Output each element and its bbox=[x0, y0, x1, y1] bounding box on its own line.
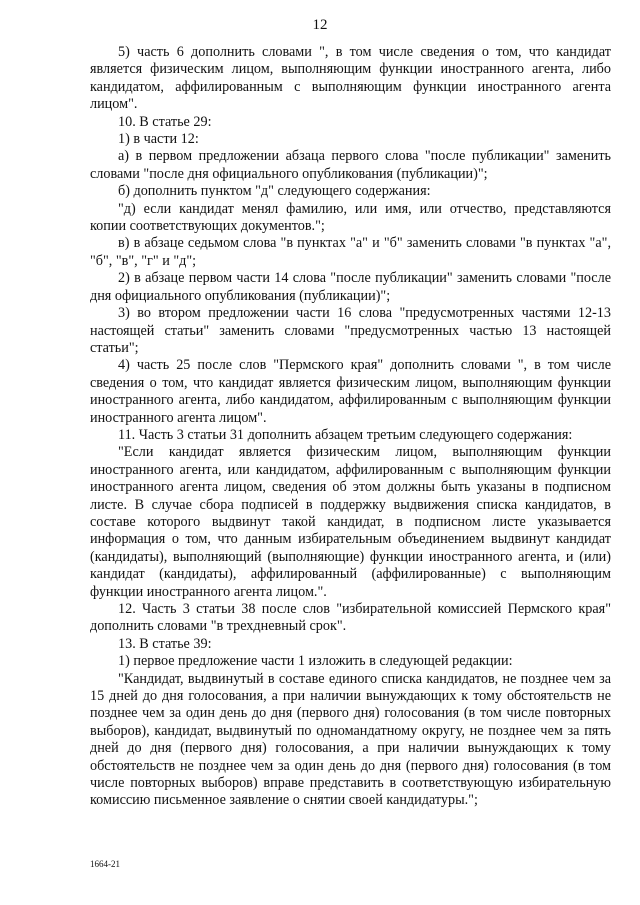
paragraph: а) в первом предложении абзаца первого слова "после публикации" заменить словами "после дня официального опубликования (публикации)"; bbox=[90, 148, 611, 182]
paragraph: 13. В статье 39: bbox=[118, 635, 212, 652]
paragraph: в) в абзаце седьмом слова "в пунктах "а" и "б" заменить словами "в пунктах "а", "б", "в", "г" и "д"; bbox=[90, 235, 611, 269]
paragraph: 12. Часть 3 статьи 38 после слов "избирательной комиссией Пермского края" дополнить словами "в трехдневный срок". bbox=[90, 601, 611, 635]
paragraph: "Если кандидат является физическим лицом, выполняющим функции иностранного агента, или кандидатом, аффилированным с выполняющим функции иностранного агента лицом, сведения об этом должны быть указаны в подписном листе. В случае сбора подписей в поддержку выдвижения списка кандидатов, в составе которого выдвинут такой кандидат, в подписном листе указывается информация о том, что данным избирательным объединением выдвинут кандидат (кандидаты), выполняющий (выполняющие) функции иностранного агента, и (или) кандидат (кандидаты), аффилированный (аффилированные) с выполняющим функции иностранного агента лицом.". bbox=[90, 444, 611, 600]
paragraph: 1) первое предложение части 1 изложить в следующей редакции: bbox=[118, 653, 513, 670]
paragraph: 4) часть 25 после слов "Пермского края" дополнить словами ", в том числе сведения о том, что кандидат является физическим лицом, выполняющим функции иностранного агента, либо кандидатом, аффилированным с выполняющим функции иностранного агента лицом". bbox=[90, 357, 611, 426]
paragraph: 3) во втором предложении части 16 слова "предусмотренных частями 12-13 настоящей статьи" заменить словами "предусмотренных частью 13 настоящей статьи"; bbox=[90, 305, 611, 356]
paragraph: 1) в части 12: bbox=[118, 131, 199, 148]
paragraph: 10. В статье 29: bbox=[118, 113, 212, 130]
paragraph: 5) часть 6 дополнить словами ", в том числе сведения о том, что кандидат является физическим лицом, выполняющим функции иностранного агента, либо кандидатом, аффилированным с выполняющим функции иностранного агента лицом". bbox=[90, 44, 611, 113]
document-code: 1664-21 bbox=[90, 859, 120, 869]
paragraph: "д) если кандидат менял фамилию, или имя, или отчество, представляются копии соответствующих документов."; bbox=[90, 200, 611, 235]
document-body bbox=[90, 44, 611, 810]
paragraph: 11. Часть 3 статьи 31 дополнить абзацем третьим следующего содержания: bbox=[118, 426, 573, 443]
paragraph: "Кандидат, выдвинутый в составе единого списка кандидатов, не позднее чем за 15 дней до дня голосования, а при наличии вынуждающих к тому обстоятельств не позднее чем за один день до дня (первого дня) голосования (в том числе повторных выборов), кандидат, выдвинутый по одномандатному округу, не позднее чем за пять дней до дня (первого дня) голосования, а при наличии вынуждающих к тому обстоятельств не позднее чем за один день до дня (первого дня) голосования (в том числе повторных выборов) вправе представить в соответствующую избирательную комиссию письменное заявление о снятии своей кандидатуры."; bbox=[90, 670, 611, 809]
paragraph: б) дополнить пунктом "д" следующего содержания: bbox=[118, 183, 431, 200]
page-number: 12 bbox=[312, 17, 328, 33]
paragraph: 2) в абзаце первом части 14 слова "после публикации" заменить словами "после дня официального опубликования (публикации)"; bbox=[90, 270, 611, 304]
